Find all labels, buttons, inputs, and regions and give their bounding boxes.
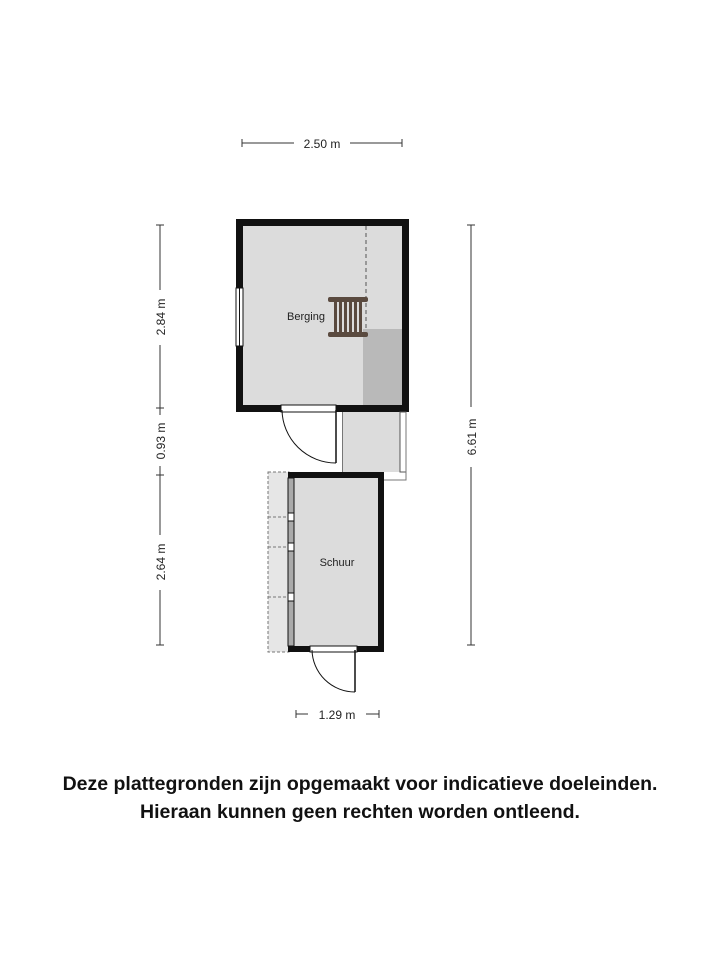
schuur-left-wall (288, 478, 294, 646)
dimension-right-total-label: 6.61 m (465, 418, 479, 456)
dimension-top-width-label: 2.50 m (303, 137, 341, 151)
room-label-schuur: Schuur (319, 557, 355, 569)
berging-raised-section (363, 329, 402, 407)
passage (343, 412, 407, 480)
berging-window (236, 288, 243, 346)
dimension-left-middle-label: 0.93 m (154, 422, 168, 460)
berging-door (281, 405, 336, 463)
schuur-door (310, 646, 357, 692)
disclaimer-line-2: Hieraan kunnen geen rechten worden ontleend. (140, 801, 580, 823)
schuur-dashed-extension (268, 472, 289, 652)
disclaimer-line-1: Deze plattegronden zijn opgemaakt voor indicatieve doeleinden. (62, 773, 658, 795)
room-label-berging: Berging (287, 311, 325, 323)
disclaimer (0, 770, 720, 826)
dimension-bottom-width-label: 1.29 m (318, 708, 356, 722)
dimension-left-upper-label: 2.84 m (154, 298, 168, 336)
dimension-left-lower-label: 2.64 m (154, 543, 168, 581)
